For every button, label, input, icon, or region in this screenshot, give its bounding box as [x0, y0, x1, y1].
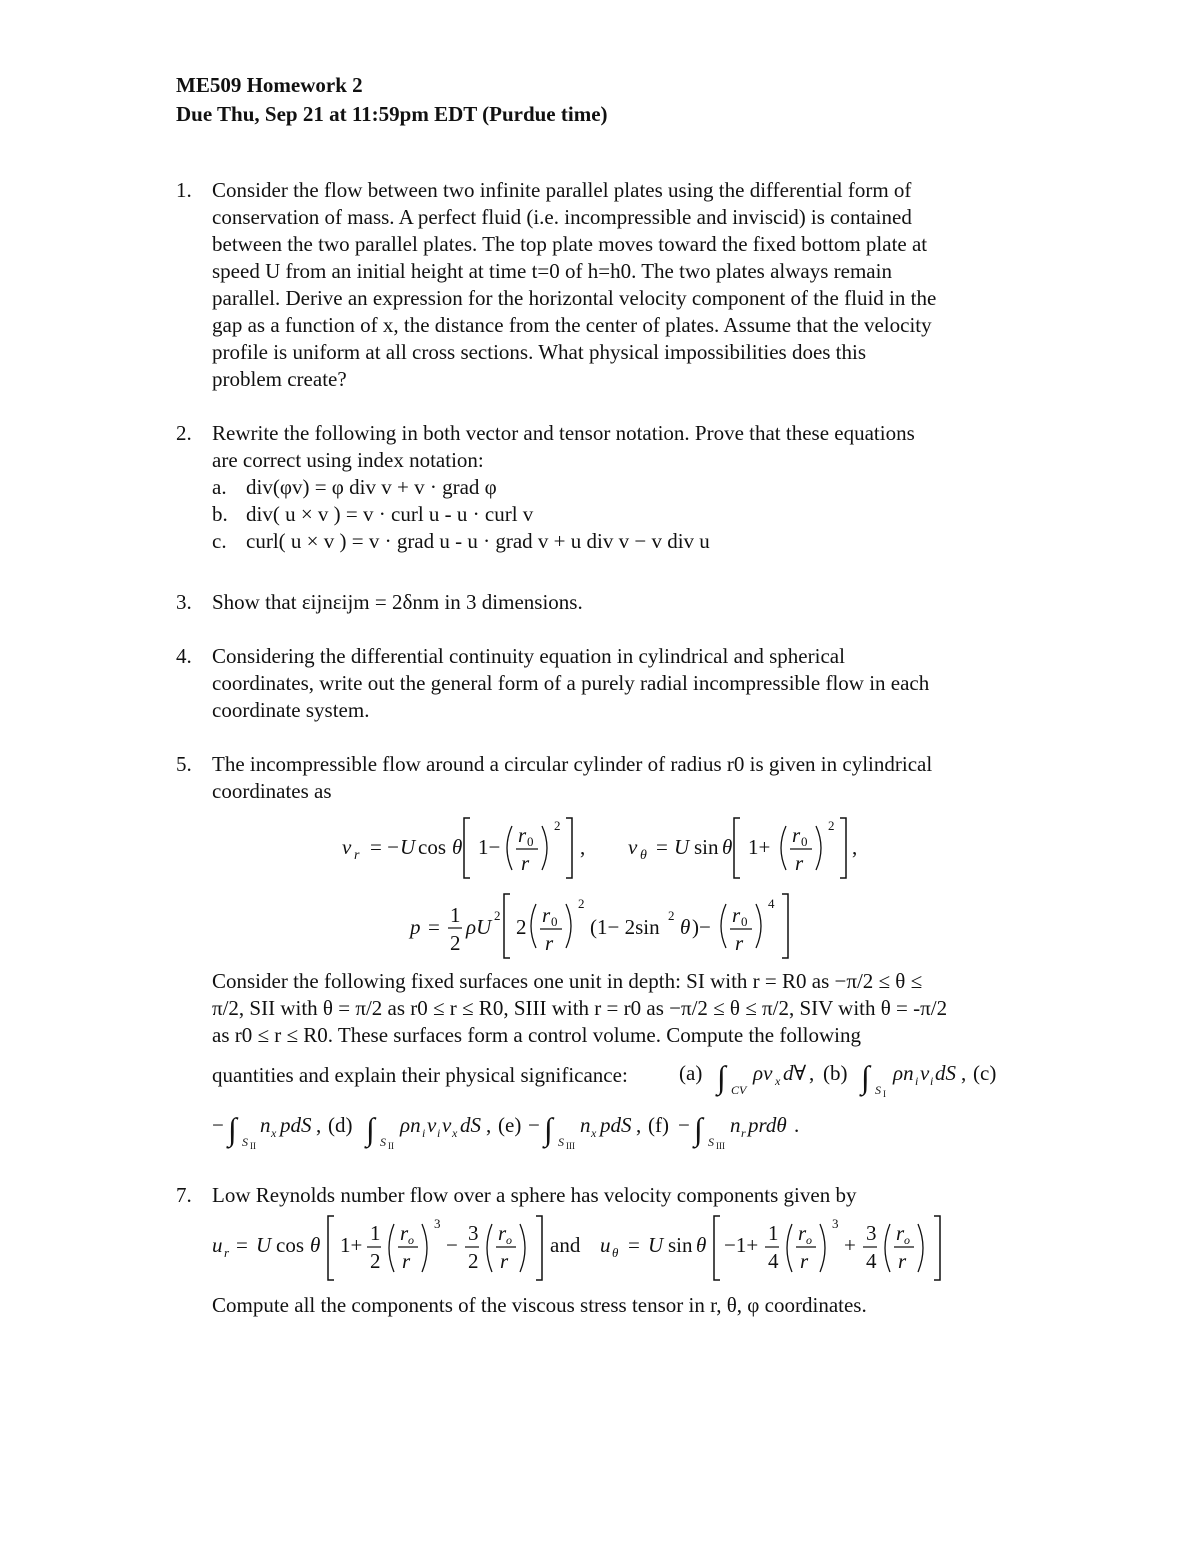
svg-text:1+: 1+ — [748, 835, 771, 859]
svg-text:−: − — [212, 1113, 224, 1137]
svg-text:II: II — [388, 1141, 394, 1151]
svg-text:CV: CV — [731, 1083, 747, 1097]
svg-text:ρn: ρn — [400, 1113, 421, 1137]
cylinder-flow-equations — [330, 806, 870, 961]
svg-text:∫: ∫ — [366, 1111, 375, 1147]
svg-text:θ: θ — [680, 915, 691, 939]
svg-text:v: v — [920, 1061, 930, 1085]
svg-text:1: 1 — [768, 1221, 779, 1245]
svg-text:−: − — [446, 1233, 458, 1257]
svg-text:cos: cos — [276, 1233, 304, 1257]
svg-text:pdS: pdS — [280, 1113, 312, 1137]
problem-text-line: gap as a function of x, the distance from the center of plates. Assume that the velocity — [212, 313, 932, 337]
problem-3 — [176, 589, 1036, 616]
label-b: (b) — [823, 1061, 848, 1085]
svg-text:r: r — [498, 1221, 507, 1245]
svg-text:∫: ∫ — [544, 1111, 553, 1147]
svg-text:4: 4 — [768, 1249, 779, 1273]
svg-text:U: U — [400, 835, 416, 859]
svg-text:v: v — [427, 1113, 437, 1137]
svg-text:2: 2 — [578, 896, 585, 911]
svg-text:v: v — [628, 835, 638, 859]
svg-text:2: 2 — [370, 1249, 381, 1273]
svg-text:r: r — [400, 1221, 409, 1245]
problem-text-line: profile is uniform at all cross sections. What physical impossibilities does this — [212, 340, 867, 364]
svg-text:U: U — [648, 1233, 664, 1257]
problem-5 — [176, 751, 1036, 805]
svg-text:III: III — [716, 1141, 725, 1151]
sub-item-a — [212, 474, 1036, 501]
svg-text:ρn: ρn — [893, 1061, 914, 1085]
svg-text:r: r — [224, 1245, 230, 1260]
sub-item-b — [212, 501, 1036, 528]
problem-text-line: coordinates, write out the general form of a purely radial incompressible flow in each — [212, 671, 930, 695]
svg-text:1: 1 — [370, 1221, 381, 1245]
svg-text:i: i — [422, 1126, 426, 1140]
svg-text:−: − — [528, 1113, 540, 1137]
quantities-a-b — [675, 1052, 1020, 1102]
svg-text:sin: sin — [668, 1233, 693, 1257]
svg-text:2: 2 — [828, 818, 835, 833]
svg-text:x: x — [591, 1126, 597, 1140]
svg-text:r: r — [542, 903, 551, 927]
svg-text:n: n — [260, 1113, 271, 1137]
svg-text:pdS: pdS — [600, 1113, 632, 1137]
problem-text-line: Low Reynolds number flow over a sphere has velocity components given by — [212, 1183, 857, 1207]
svg-text:= −: = − — [370, 835, 399, 859]
problem-text-line: Consider the following fixed surfaces one unit in depth: SI with r = R0 as −π/2 ≤ θ ≤ — [212, 969, 923, 993]
svg-text:x: x — [775, 1074, 781, 1088]
problem-4 — [176, 643, 1036, 724]
problem-text-line: problem create? — [212, 367, 347, 391]
svg-text:3: 3 — [866, 1221, 877, 1245]
svg-text:,: , — [316, 1113, 322, 1137]
svg-text:r: r — [792, 823, 801, 847]
svg-text:=: = — [236, 1233, 248, 1257]
svg-text:r: r — [732, 903, 741, 927]
svg-text:o: o — [506, 1233, 512, 1247]
label-a: (a) — [679, 1061, 703, 1085]
problem-2 — [176, 420, 1036, 555]
identity-c: curl( u × v ) = v · grad u - u · grad v + u div v − v div u — [246, 529, 710, 553]
problem-text-line: The incompressible flow around a circular cylinder of radius r0 is given in cylindrical — [212, 752, 933, 776]
svg-text:o: o — [904, 1233, 910, 1247]
svg-text:d∀: d∀ — [783, 1061, 807, 1085]
svg-text:−: − — [678, 1113, 690, 1137]
svg-text:2: 2 — [516, 915, 527, 939]
svg-text:r: r — [354, 848, 360, 863]
svg-text:(1− 2sin: (1− 2sin — [590, 915, 660, 939]
svg-text:n: n — [580, 1113, 591, 1137]
svg-text:x: x — [271, 1126, 277, 1140]
svg-text:r: r — [521, 851, 530, 875]
svg-text:r: r — [545, 931, 554, 955]
problem-text-line: conservation of mass. A perfect fluid (i.e. incompressible and inviscid) is contained — [212, 205, 912, 229]
problem-number: 5. — [176, 752, 192, 776]
problem-text-line: Rewrite the following in both vector and tensor notation. Prove that these equations — [212, 421, 915, 445]
svg-text:∫: ∫ — [228, 1111, 237, 1147]
svg-text:dS: dS — [935, 1061, 956, 1085]
svg-text:i: i — [437, 1126, 441, 1140]
svg-text:2: 2 — [668, 908, 675, 923]
svg-text:3: 3 — [434, 1216, 441, 1231]
svg-text:,: , — [486, 1113, 492, 1137]
svg-text:,: , — [580, 835, 586, 859]
svg-text:3: 3 — [832, 1216, 839, 1231]
svg-text:0: 0 — [741, 914, 748, 929]
label-c: (c) — [973, 1061, 997, 1085]
identity-a: div(φv) = φ div v + v · grad φ — [246, 475, 497, 499]
svg-text:r: r — [795, 851, 804, 875]
svg-text:θ: θ — [696, 1233, 707, 1257]
svg-text:r: r — [735, 931, 744, 955]
svg-text:2: 2 — [554, 818, 561, 833]
svg-text:θ: θ — [452, 835, 463, 859]
label-d: (d) — [328, 1113, 353, 1137]
problem-text-line: π/2, SII with θ = π/2 as r0 ≤ r ≤ R0, SIII with r = r0 as −π/2 ≤ θ ≤ π/2, SIV with θ = -π/2 — [212, 996, 948, 1020]
svg-text:4: 4 — [866, 1249, 877, 1273]
svg-text:.: . — [794, 1113, 800, 1137]
svg-text:S: S — [875, 1083, 881, 1097]
svg-text:U: U — [256, 1233, 272, 1257]
svg-text:r: r — [898, 1249, 907, 1273]
homework-title: ME509 Homework 2 — [176, 73, 363, 97]
label-f: (f) — [648, 1113, 669, 1137]
svg-text:,: , — [852, 835, 858, 859]
sub-item-c — [212, 528, 1036, 555]
svg-text:o: o — [806, 1233, 812, 1247]
svg-text:)−: )− — [692, 915, 711, 939]
svg-text:o: o — [408, 1233, 414, 1247]
svg-text:dS: dS — [460, 1113, 481, 1137]
sphere-velocity-equations — [210, 1208, 950, 1290]
sub-item-letter: c. — [212, 529, 227, 553]
problem-text-line: between the two parallel plates. The top plate moves toward the fixed bottom plate at — [212, 232, 928, 256]
problem-number: 7. — [176, 1183, 192, 1207]
problem-7 — [176, 1182, 1036, 1209]
problem-number: 1. — [176, 178, 192, 202]
problem-text-line: Consider the flow between two infinite parallel plates using the differential form of — [212, 178, 912, 202]
svg-text:0: 0 — [551, 914, 558, 929]
problem-number: 2. — [176, 421, 192, 445]
svg-text:I: I — [883, 1089, 886, 1099]
svg-text:v: v — [342, 835, 352, 859]
sub-item-letter: a. — [212, 475, 227, 499]
svg-text:=: = — [656, 835, 668, 859]
label-e: (e) — [498, 1113, 522, 1137]
problem-text-line: coordinates as — [212, 779, 332, 803]
svg-text:III: III — [566, 1141, 575, 1151]
svg-text:cos: cos — [418, 835, 446, 859]
svg-text:0: 0 — [527, 834, 534, 849]
svg-text:ρU: ρU — [466, 915, 492, 939]
svg-text:,: , — [809, 1061, 815, 1085]
svg-text:,: , — [636, 1113, 642, 1137]
svg-text:II: II — [250, 1141, 256, 1151]
svg-text:u: u — [212, 1233, 223, 1257]
svg-text:U: U — [674, 835, 690, 859]
svg-text:r: r — [800, 1249, 809, 1273]
problem-text-line: parallel. Derive an expression for the horizontal velocity component of the fluid in the — [212, 286, 937, 310]
svg-text:θ: θ — [722, 835, 733, 859]
svg-text:=: = — [428, 915, 440, 939]
svg-text:i: i — [930, 1074, 934, 1088]
svg-text:4: 4 — [768, 896, 775, 911]
problem-7-closing — [176, 1292, 1036, 1319]
svg-text:sin: sin — [694, 835, 719, 859]
svg-text:∫: ∫ — [861, 1059, 870, 1095]
svg-text:2: 2 — [494, 908, 501, 923]
svg-text:ρv: ρv — [753, 1061, 773, 1085]
svg-text:S: S — [558, 1135, 564, 1149]
svg-text:S: S — [708, 1135, 714, 1149]
svg-text:1+: 1+ — [340, 1233, 363, 1257]
svg-text:r: r — [518, 823, 527, 847]
svg-text:2: 2 — [450, 931, 461, 955]
svg-text:x: x — [452, 1126, 458, 1140]
svg-text:−1+: −1+ — [724, 1233, 759, 1257]
svg-text:v: v — [442, 1113, 452, 1137]
problem-text-line: speed U from an initial height at time t=0 of h=h0. The two plates always remain — [212, 259, 892, 283]
svg-text:0: 0 — [801, 834, 808, 849]
svg-text:r: r — [741, 1126, 746, 1140]
svg-text:r: r — [896, 1221, 905, 1245]
problem-1 — [176, 177, 1036, 393]
svg-text:=: = — [628, 1233, 640, 1257]
quantities-c-f — [210, 1104, 830, 1154]
svg-text:θ: θ — [612, 1245, 619, 1260]
svg-text:,: , — [961, 1061, 967, 1085]
problem-text-line: as r0 ≤ r ≤ R0. These surfaces form a control volume. Compute the following — [212, 1023, 862, 1047]
svg-text:S: S — [380, 1135, 386, 1149]
svg-text:p: p — [410, 915, 421, 939]
svg-text:prdθ: prdθ — [748, 1113, 787, 1137]
problem-text-line: coordinate system. — [212, 698, 370, 722]
svg-text:∫: ∫ — [717, 1059, 726, 1095]
svg-text:1: 1 — [450, 903, 461, 927]
svg-text:θ: θ — [640, 848, 647, 863]
svg-text:r: r — [798, 1221, 807, 1245]
svg-text:∫: ∫ — [694, 1111, 703, 1147]
problem-5-continued — [176, 968, 1036, 1049]
problem-text-line: Compute all the components of the viscous stress tensor in r, θ, φ coordinates. — [212, 1293, 867, 1317]
svg-text:n: n — [730, 1113, 741, 1137]
sub-item-letter: b. — [212, 502, 228, 526]
svg-text:i: i — [915, 1074, 919, 1088]
svg-text:r: r — [500, 1249, 509, 1273]
and-word: and — [550, 1233, 581, 1257]
problem-text-line: are correct using index notation: — [212, 448, 484, 472]
svg-text:2: 2 — [468, 1249, 479, 1273]
due-date: Due Thu, Sep 21 at 11:59pm EDT (Purdue time) — [176, 102, 608, 126]
quantities-intro: quantities and explain their physical significance: — [212, 1063, 628, 1087]
svg-text:S: S — [242, 1135, 248, 1149]
svg-text:3: 3 — [468, 1221, 479, 1245]
svg-text:+: + — [844, 1233, 856, 1257]
svg-text:1−: 1− — [478, 835, 501, 859]
identity-b: div( u × v ) = v · curl u - u · curl v — [246, 502, 534, 526]
problem-text-line: Show that εijnεijm = 2δnm in 3 dimensions. — [212, 590, 583, 614]
svg-text:r: r — [402, 1249, 411, 1273]
problem-text-line: Considering the differential continuity equation in cylindrical and spherical — [212, 644, 845, 668]
svg-text:u: u — [600, 1233, 611, 1257]
problem-number: 4. — [176, 644, 192, 668]
problem-number: 3. — [176, 590, 192, 614]
svg-text:θ: θ — [310, 1233, 321, 1257]
